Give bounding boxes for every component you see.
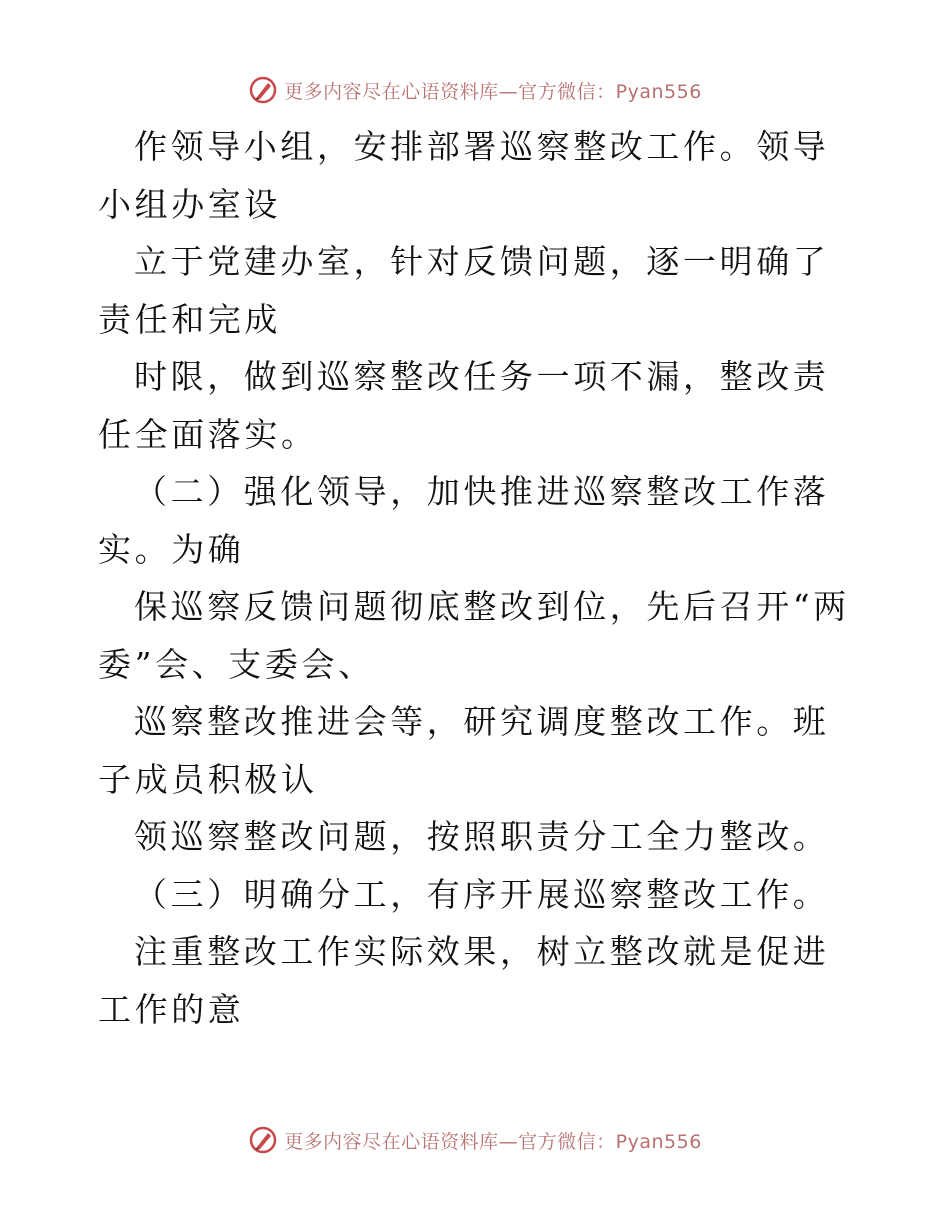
paragraph: 注重整改工作实际效果，树立整改就是促进工作的意 xyxy=(98,932,830,1029)
paragraph: 保巡察反馈问题彻底整改到位，先后召开“两委”会、支委会、 xyxy=(98,587,850,684)
pen-logo-icon xyxy=(248,75,278,105)
paragraph: 立于党建办室，针对反馈问题，逐一明确了责任和完成 xyxy=(98,242,830,339)
footer-banner xyxy=(0,1122,950,1158)
paragraph: 作领导小组，安排部署巡察整改工作。领导小组办室设 xyxy=(98,127,830,224)
header-banner-text: 更多内容尽在心语资料库—官方微信：Pyan556 xyxy=(284,80,702,103)
header-banner xyxy=(0,72,950,108)
footer-banner-text: 更多内容尽在心语资料库—官方微信：Pyan556 xyxy=(284,1130,702,1153)
pen-logo-icon xyxy=(248,1125,278,1155)
paragraph: 时限，做到巡察整改任务一项不漏，整改责任全面落实。 xyxy=(98,357,830,454)
paragraph: 领巡察整改问题，按照职责分工全力整改。 xyxy=(134,817,830,856)
document-body xyxy=(98,118,854,1038)
paragraph: （三）明确分工，有序开展巡察整改工作。 xyxy=(134,874,830,914)
paragraph: 巡察整改推进会等，研究调度整改工作。班子成员积极认 xyxy=(98,702,830,799)
paragraph: （二）强化领导，加快推进巡察整改工作落实。为确 xyxy=(98,472,830,569)
